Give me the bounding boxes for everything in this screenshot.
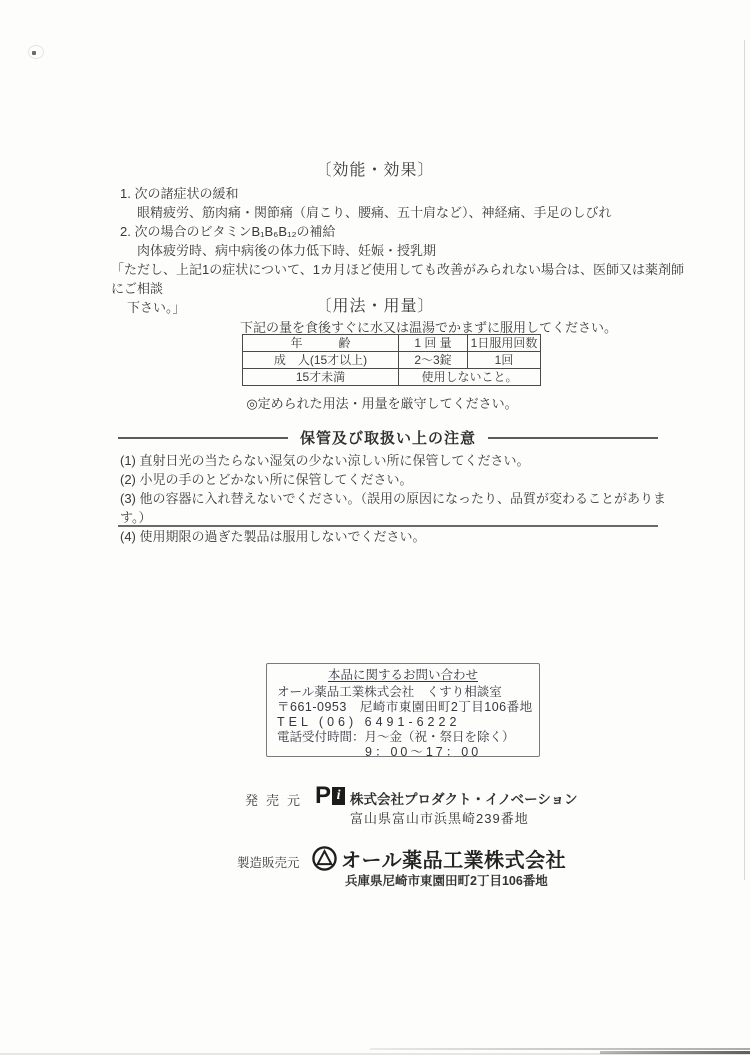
storage-item-1: (1) 直射日光の当たらない湿気の少ない涼しい所に保管してください。 — [120, 453, 530, 468]
manufacturer-address: 兵庫県尼崎市東園田町2丁目106番地 — [345, 874, 548, 888]
storage-item-2: (2) 小児の手のとどかない所に保管してください。 — [120, 472, 413, 487]
product-innovation-logo-icon — [315, 782, 345, 809]
storage-rule-left — [118, 437, 288, 439]
contact-box — [266, 663, 540, 757]
contact-address: 〒661-0953 尼崎市東園田町2丁目106番地 — [277, 700, 533, 714]
dosage-strict-note: ◎定められた用法・用量を厳守してください。 — [246, 396, 518, 411]
contact-hours-label: 電話受付時間：月～金（祝・祭日を除く） — [277, 730, 515, 744]
dosage-col-freq: 1日服用回数 — [468, 335, 541, 352]
dosage-child-note: 使用しないこと。 — [399, 369, 541, 386]
storage-heading: 保管及び取扱い上の注意 — [300, 430, 477, 447]
dosage-row-child — [243, 369, 541, 386]
dosage-child-age: 15才未満 — [243, 369, 399, 386]
efficacy-note-line-2: 下さい。」 — [127, 300, 186, 315]
scan-edge-right — [744, 40, 746, 880]
distributor-name: 株式会社プロダクト・イノベーション — [350, 792, 578, 807]
all-yakuhin-logo-icon — [311, 845, 338, 877]
efficacy-item-1: 1. 次の諸症状の緩和 — [120, 186, 239, 201]
scan-speck-ring — [28, 45, 44, 59]
contact-company: オール薬品工業株式会社 くすり相談室 — [277, 685, 502, 699]
pi-logo-letter-p: P — [315, 782, 332, 809]
efficacy-item-2: 2. 次の場合のビタミンB₁B₆B₁₂の補給 — [120, 224, 336, 239]
dosage-col-dose: 1 回 量 — [399, 335, 468, 352]
storage-heading-rule — [118, 427, 658, 448]
scan-speck — [32, 51, 36, 55]
storage-bottom-rule — [118, 525, 658, 527]
pi-logo-letter-i: i — [336, 788, 341, 803]
efficacy-item-2-detail: 肉体疲労時、病中病後の体力低下時、妊娠・授乳期 — [137, 243, 437, 258]
contact-title: 本品に関するお問い合わせ — [327, 668, 478, 682]
scan-edge-bottom-soft — [370, 1048, 750, 1050]
contact-hours: 9：00～17：00 — [365, 745, 482, 759]
dosage-heading: 〔用法・用量〕 — [315, 298, 435, 315]
storage-item-3: (3) 他の容器に入れ替えないでください。（誤用の原因になったり、品質が変わることがあります。） — [120, 491, 667, 525]
dosage-table — [242, 334, 541, 386]
dosage-table-header-row — [243, 335, 541, 352]
efficacy-item-1-detail: 眼精疲労、筋肉痛・関節痛（肩こり、腰痛、五十肩など）、神経痛、手足のしびれ — [137, 205, 612, 220]
distributor-label: 発売元 — [245, 793, 309, 808]
dosage-instruction: 下記の量を食後すぐに水又は温湯でかまずに服用してください。 — [240, 320, 618, 335]
efficacy-heading: 〔効能・効果〕 — [315, 162, 435, 179]
manufacturer-label: 製造販売元 — [237, 856, 300, 870]
efficacy-note-line-1: 「ただし、上記1の症状について、1カ月ほど使用しても改善がみられない場合は、医師又は薬剤師にご相談 — [111, 262, 684, 296]
dosage-row-adult — [243, 352, 541, 369]
scan-edge-bottom-dark — [600, 1051, 750, 1054]
pi-logo-box — [332, 787, 345, 805]
dosage-col-age: 年 齢 — [243, 335, 399, 352]
dosage-adult-dose: 2～3錠 — [399, 352, 468, 369]
dosage-adult-freq: 1回 — [468, 352, 541, 369]
dosage-adult-age: 成 人(15才以上) — [243, 352, 399, 369]
storage-item-4: (4) 使用期限の過ぎた製品は服用しないでください。 — [120, 529, 426, 544]
distributor-address: 富山県富山市浜黒崎239番地 — [350, 811, 529, 826]
manufacturer-name: オール薬品工業株式会社 — [341, 850, 567, 872]
contact-tel: TEL (06) 6491-6222 — [277, 715, 461, 729]
storage-rule-right — [488, 437, 658, 439]
storage-section — [120, 451, 680, 546]
